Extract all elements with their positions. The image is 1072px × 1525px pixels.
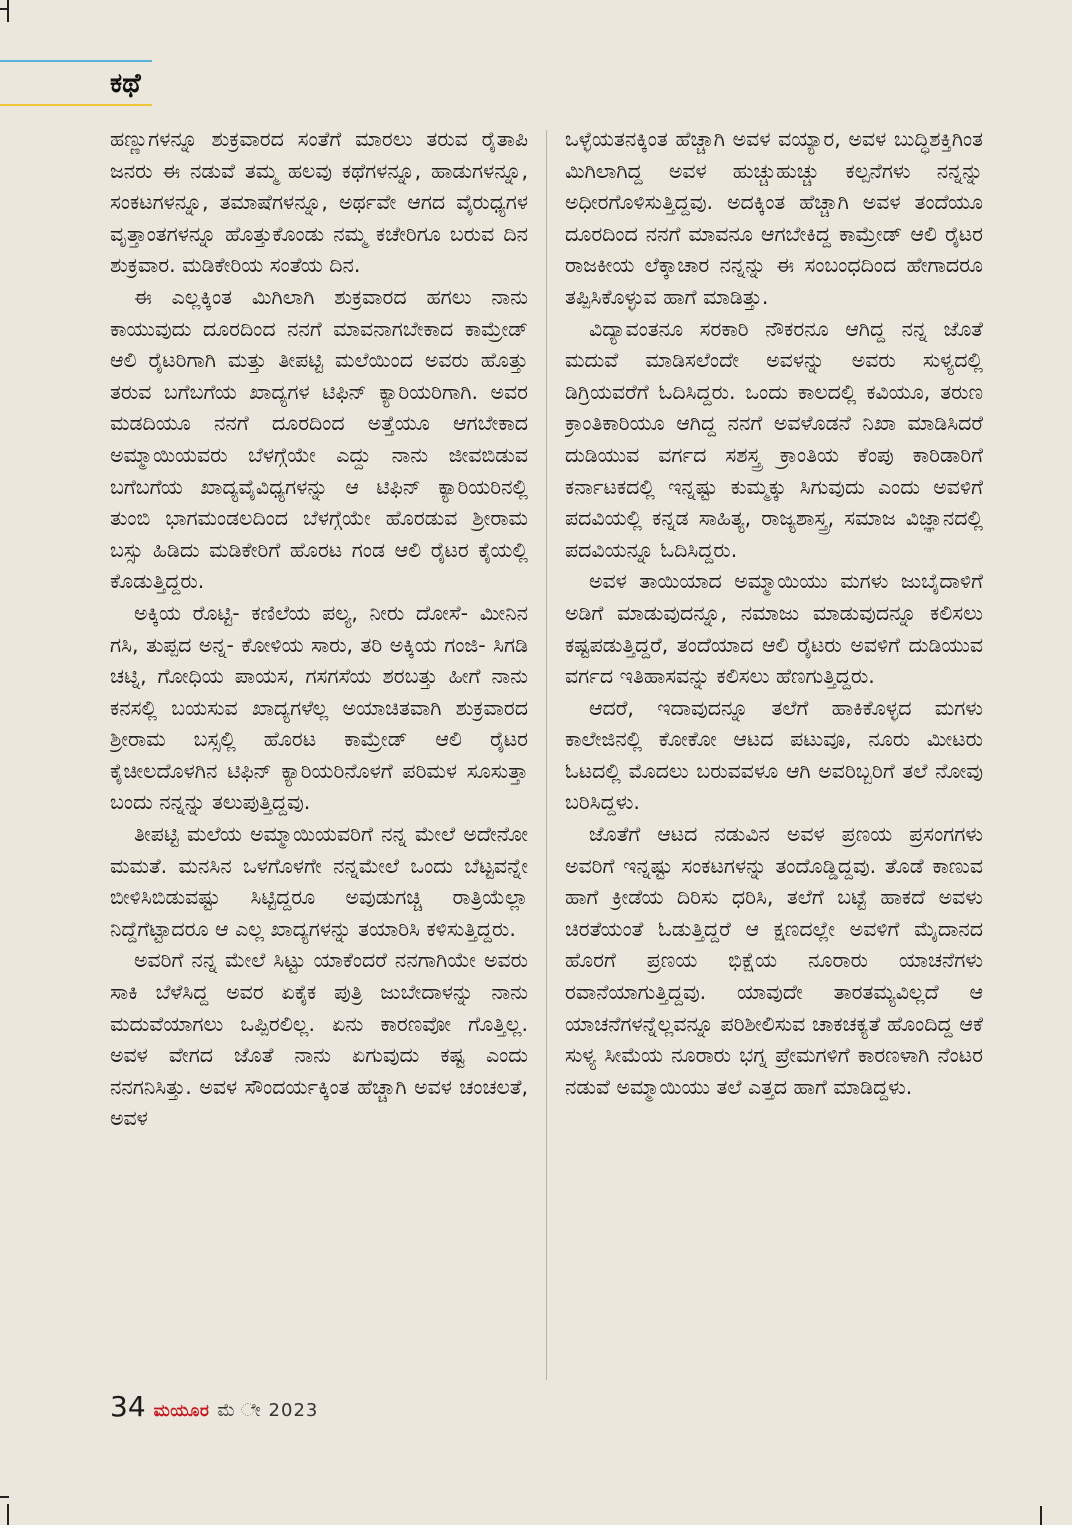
paragraph: ಅವಳ ತಾಯಿಯಾದ ಅಮ್ಮಾಯಿಯು ಮಗಳು ಜುಬೈದಾಳಿಗೆ ಅಡಿಗೆ ಮಾಡುವುದನ್ನೂ, ನಮಾಜು ಮಾಡುವುದನ್ನೂ ಕಲಿಸಲು ಕಷ್ಟಪಡುತ್ತಿದ್ದರೆ, ತಂದೆಯಾದ ಆಲಿ ರೈಟರು ಅವಳಿಗೆ ದುಡಿಯುವ ವರ್ಗದ ಇತಿಹಾಸವನ್ನು ಕಲಿಸಲು ಹೆಣಗುತ್ತಿದ್ದರು. [565, 569, 983, 689]
page-footer [110, 1390, 318, 1430]
column-divider [546, 130, 547, 1380]
paragraph: ಒಳ್ಳೆಯತನಕ್ಕಿಂತ ಹೆಚ್ಚಾಗಿ ಅವಳ ವಯ್ಯಾರ, ಅವಳ ಬುದ್ಧಿಶಕ್ತಿಗಿಂತ ಮಿಗಿಲಾಗಿದ್ದ ಅವಳ ಹುಚ್ಚುಹುಚ್ಚು ಕಲ್ಪನೆಗಳು ನನ್ನನ್ನು ಅಧೀರಗೊಳಿಸುತ್ತಿದ್ದವು. ಅದಕ್ಕಿಂತ ಹೆಚ್ಚಾಗಿ ಅವಳ ತಂದೆಯೂ ದೂರದಿಂದ ನನಗೆ ಮಾವನೂ ಆಗಬೇಕಿದ್ದ ಕಾಮ್ರೇಡ್ ಆಲಿ ರೈಟರ ರಾಜಕೀಯ ಲೆಕ್ಕಾಚಾರ ನನ್ನನ್ನು ಈ ಸಂಬಂಧದಿಂದ ಹೇಗಾದರೂ ತಪ್ಪಿಸಿಕೊಳ್ಳುವ ಹಾಗೆ ಮಾಡಿತ್ತು. [565, 127, 983, 309]
header-rule-yellow [0, 104, 152, 106]
paragraph: ಆದರೆ, ಇದಾವುದನ್ನೂ ತಲೆಗೆ ಹಾಕಿಕೊಳ್ಳದ ಮಗಳು ಕಾಲೇಜಿನಲ್ಲಿ ಕೋಕೋ ಆಟದ ಪಟುವೂ, ನೂರು ಮೀಟರು ಓಟದಲ್ಲಿ ಮೊದಲು ಬರುವವಳೂ ಆಗಿ ಅವರಿಬ್ಬರಿಗೆ ತಲೆ ನೋವು ಬರಿಸಿದ್ದಳು. [565, 695, 983, 815]
paragraph: ಈ ಎಲ್ಲಕ್ಕಿಂತ ಮಿಗಿಲಾಗಿ ಶುಕ್ರವಾರದ ಹಗಲು ನಾನು ಕಾಯುವುದು ದೂರದಿಂದ ನನಗೆ ಮಾವನಾಗಬೇಕಾದ ಕಾಮ್ರೇಡ್ ಆಲಿ ರೈಟರಿಗಾಗಿ ಮತ್ತು ತೀಪಟ್ಟಿ ಮಲೆಯಿಂದ ಅವರು ಹೊತ್ತು ತರುವ ಬಗೆಬಗೆಯ ಖಾದ್ಯಗಳ ಟಿಫಿನ್ ಕ್ಯಾರಿಯರಿಗಾಗಿ. ಅವರ ಮಡದಿಯೂ ನನಗೆ ದೂರದಿಂದ ಅತ್ತೆಯೂ ಆಗಬೇಕಾದ ಅಮ್ಮಾಯಿಯವರು ಬೆಳಗ್ಗೆಯೇ ಎದ್ದು ನಾನು ಜೀವಬಿಡುವ ಬಗೆಬಗೆಯ ಖಾದ್ಯವೈವಿಧ್ಯಗಳನ್ನು ಆ ಟಿಫಿನ್ ಕ್ಯಾರಿಯರಿನಲ್ಲಿ ತುಂಬಿ ಭಾಗಮಂಡಲದಿಂದ ಬೆಳಗ್ಗೆಯೇ ಹೊರಡುವ ಶ್ರೀರಾಮ ಬಸ್ಸು ಹಿಡಿದು ಮಡಿಕೇರಿಗೆ ಹೊರಟ ಗಂಡ ಆಲಿ ರೈಟರ ಕೈಯಲ್ಲಿ ಕೊಡುತ್ತಿದ್ದರು. [110, 284, 528, 594]
header-rule-blue [0, 60, 152, 62]
paragraph: ಹಣ್ಣುಗಳನ್ನೂ ಶುಕ್ರವಾರದ ಸಂತೆಗೆ ಮಾರಲು ತರುವ ರೈತಾಪಿ ಜನರು ಈ ನಡುವೆ ತಮ್ಮ ಹಲವು ಕಥೆಗಳನ್ನೂ, ಹಾಡುಗಳನ್ನೂ, ಸಂಕಟಗಳನ್ನೂ, ತಮಾಷೆಗಳನ್ನೂ, ಅರ್ಥವೇ ಆಗದ ವೈರುಧ್ಯಗಳ ವೃತ್ತಾಂತಗಳನ್ನೂ ಹೊತ್ತುಕೊಂಡು ನಮ್ಮ ಕಚೇರಿಗೂ ಬರುವ ದಿನ ಶುಕ್ರವಾರ. ಮಡಿಕೇರಿಯ ಸಂತೆಯ ದಿನ. [110, 127, 528, 278]
issue-date: ಮೆ ೇ 2023 [217, 1400, 319, 1421]
left-column [110, 124, 528, 1386]
crop-mark [0, 1496, 9, 1498]
paragraph: ಅವರಿಗೆ ನನ್ನ ಮೇಲೆ ಸಿಟ್ಟು ಯಾಕೆಂದರೆ ನನಗಾಗಿಯೇ ಅವರು ಸಾಕಿ ಬೆಳೆಸಿದ್ದ ಅವರ ಏಕೈಕ ಪುತ್ರಿ ಜುಬೇದಾಳನ್ನು ನಾನು ಮದುವೆಯಾಗಲು ಒಪ್ಪಿರಲಿಲ್ಲ. ಏನು ಕಾರಣವೋ ಗೊತ್ತಿಲ್ಲ. ಅವಳ ವೇಗದ ಜೊತೆ ನಾನು ಏಗುವುದು ಕಷ್ಟ ಎಂದು ನನಗನಿಸಿತ್ತು. ಅವಳ ಸೌಂದರ್ಯಕ್ಕಿಂತ ಹೆಚ್ಚಾಗಿ ಅವಳ ಚಂಚಲತೆ, ಅವಳ [110, 948, 528, 1131]
paragraph: ಅಕ್ಕಿಯ ರೊಟ್ಟಿ- ಕಣಿಲೆಯ ಪಲ್ಯ, ನೀರು ದೋಸೆ- ಮೀನಿನ ಗಸಿ, ತುಪ್ಪದ ಅನ್ನ- ಕೋಳಿಯ ಸಾರು, ತರಿ ಅಕ್ಕಿಯ ಗಂಜಿ- ಸಿಗಡಿ ಚಟ್ನಿ, ಗೋಧಿಯ ಪಾಯಸ, ಗಸಗಸೆಯ ಶರಬತ್ತು ಹೀಗೆ ನಾನು ಕನಸಲ್ಲಿ ಬಯಸುವ ಖಾದ್ಯಗಳೆಲ್ಲ ಅಯಾಚಿತವಾಗಿ ಶುಕ್ರವಾರದ ಶ್ರೀರಾಮ ಬಸ್ಸಲ್ಲಿ ಹೊರಟ ಕಾಮ್ರೇಡ್ ಆಲಿ ರೈಟರ ಕೈಚೀಲದೊಳಗಿನ ಟಿಫಿನ್ ಕ್ಯಾರಿಯರಿನೊಳಗೆ ಪರಿಮಳ ಸೂಸುತ್ತಾ ಬಂದು ನನ್ನನ್ನು ತಲುಪುತ್ತಿದ್ದವು. [110, 600, 528, 815]
paragraph: ತೀಪಟ್ಟಿ ಮಲೆಯ ಅಮ್ಮಾಯಿಯವರಿಗೆ ನನ್ನ ಮೇಲೆ ಅದೇನೋ ಮಮತೆ. ಮನಸಿನ ಒಳಗೊಳಗೇ ನನ್ನಮೇಲೆ ಒಂದು ಬೆಟ್ಟವನ್ನೇ ಬೀಳಿಸಿಬಿಡುವಷ್ಟು ಸಿಟ್ಟಿದ್ದರೂ ಅವುಡುಗಚ್ಚಿ ರಾತ್ರಿಯೆಲ್ಲಾ ನಿದ್ದೆಗೆಟ್ಟಾದರೂ ಆ ಎಲ್ಲ ಖಾದ್ಯಗಳನ್ನು ತಯಾರಿಸಿ ಕಳಿಸುತ್ತಿದ್ದರು. [110, 822, 528, 941]
paragraph: ವಿದ್ಯಾವಂತನೂ ಸರಕಾರಿ ನೌಕರನೂ ಆಗಿದ್ದ ನನ್ನ ಜೊತೆ ಮದುವೆ ಮಾಡಿಸಲೆಂದೇ ಅವಳನ್ನು ಅವರು ಸುಳ್ಯದಲ್ಲಿ ಡಿಗ್ರಿಯವರೆಗೆ ಓದಿಸಿದ್ದರು. ಒಂದು ಕಾಲದಲ್ಲಿ ಕವಿಯೂ, ತರುಣ ಕ್ರಾಂತಿಕಾರಿಯೂ ಆಗಿದ್ದ ನನಗೆ ಅವಳೊಡನೆ ನಿಖಾ ಮಾಡಿಸಿದರೆ ದುಡಿಯುವ ವರ್ಗದ ಸಶಸ್ತ್ರ ಕ್ರಾಂತಿಯ ಕೆಂಪು ಕಾರಿಡಾರಿಗೆ ಕರ್ನಾಟಕದಲ್ಲಿ ಇನ್ನಷ್ಟು ಕುಮ್ಮಕ್ಕು ಸಿಗುವುದು ಎಂದು ಅವಳಿಗೆ ಪದವಿಯಲ್ಲಿ ಕನ್ನಡ ಸಾಹಿತ್ಯ, ರಾಜ್ಯಶಾಸ್ತ್ರ, ಸಮಾಜ ವಿಜ್ಞಾನದಲ್ಲಿ ಪದವಿಯನ್ನೂ ಓದಿಸಿದ್ದರು. [565, 316, 983, 562]
crop-mark [1040, 1506, 1042, 1525]
magazine-logo: ಮಯೂರ [153, 1401, 210, 1421]
right-column [565, 124, 983, 1386]
section-title: ಕಥೆ [110, 68, 141, 99]
crop-mark [7, 0, 9, 22]
crop-mark [7, 1504, 9, 1525]
paragraph: ಜೊತೆಗೆ ಆಟದ ನಡುವಿನ ಅವಳ ಪ್ರಣಯ ಪ್ರಸಂಗಗಳು ಅವರಿಗೆ ಇನ್ನಷ್ಟು ಸಂಕಟಗಳನ್ನು ತಂದೊಡ್ಡಿದ್ದವು. ತೊಡೆ ಕಾಣುವ ಹಾಗೆ ಕ್ರೀಡೆಯ ದಿರಿಸು ಧರಿಸಿ, ತಲೆಗೆ ಬಟ್ಟೆ ಹಾಕದೆ ಅವಳು ಚಿರತೆಯಂತೆ ಓಡುತ್ತಿದ್ದರೆ ಆ ಕ್ಷಣದಲ್ಲೇ ಅವಳಿಗೆ ಮೈದಾನದ ಹೊರಗೆ ಪ್ರಣಯ ಭಿಕ್ಷೆಯ ನೂರಾರು ಯಾಚನೆಗಳು ರವಾನೆಯಾಗುತ್ತಿದ್ದವು. ಯಾವುದೇ ತಾರತಮ್ಯವಿಲ್ಲದೆ ಆ ಯಾಚನೆಗಳನ್ನೆಲ್ಲವನ್ನೂ ಪರಿಶೀಲಿಸುವ ಚಾಕಚಕ್ಯತೆ ಹೊಂದಿದ್ದ ಆಕೆ ಸುಳ್ಯ ಸೀಮೆಯ ನೂರಾರು ಭಗ್ನ ಪ್ರೇಮಗಳಿಗೆ ಕಾರಣಳಾಗಿ ನೆಂಟರ ನಡುವೆ ಅಮ್ಮಾಯಿಯು ತಲೆ ಎತ್ತದ ಹಾಗೆ ಮಾಡಿದ್ದಳು. [565, 822, 983, 1099]
page-number: 34 [110, 1390, 146, 1423]
